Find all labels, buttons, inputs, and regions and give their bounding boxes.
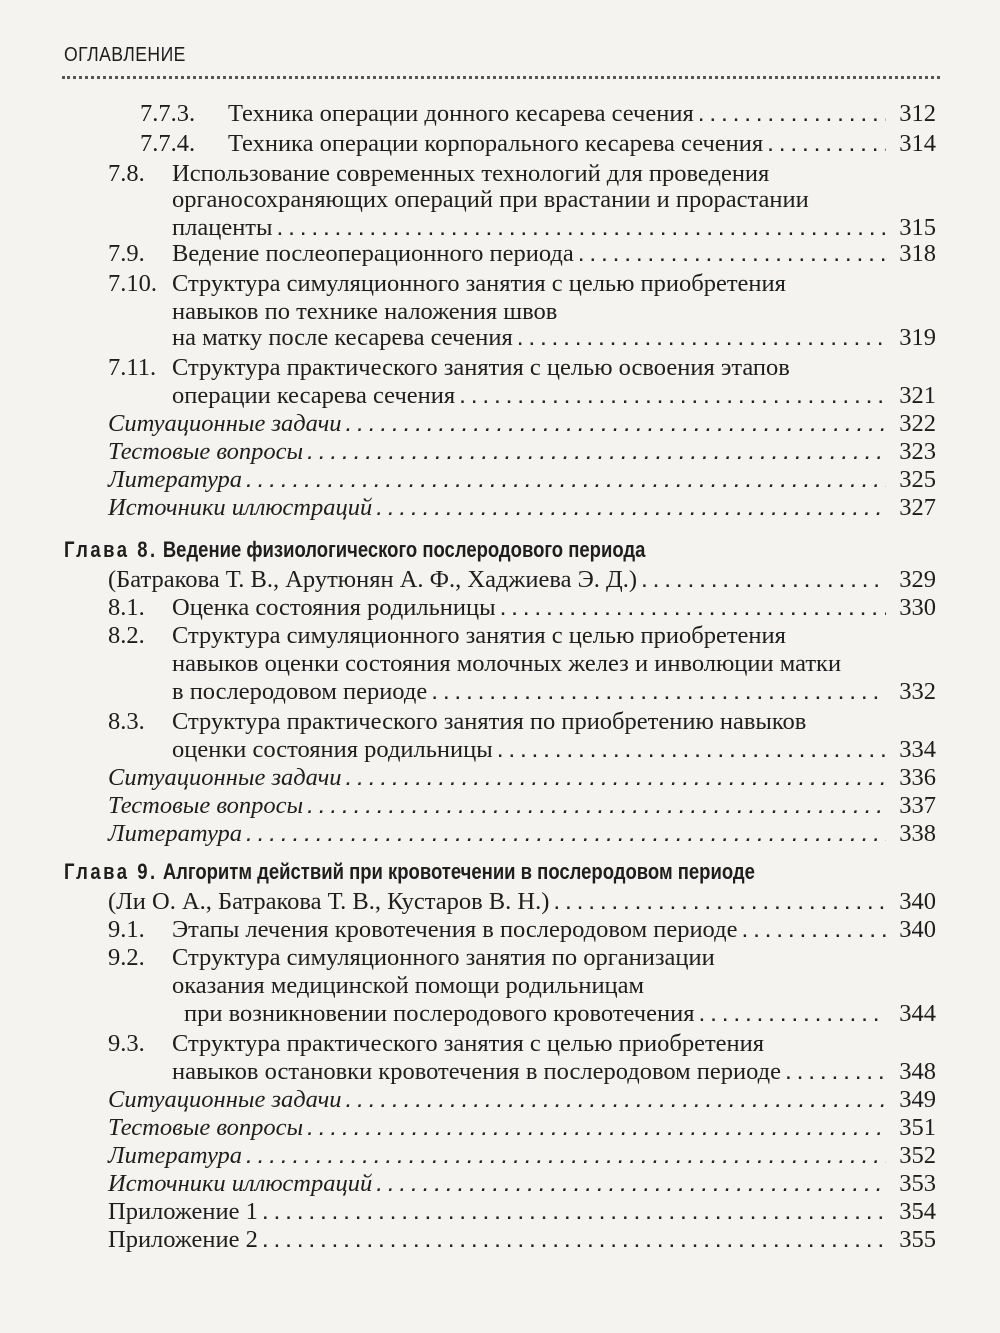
dot-leader (246, 1142, 886, 1170)
entry-title-line: Структура практического занятия по приобретению навыков (172, 708, 807, 735)
page-number: 351 (899, 1114, 936, 1141)
entry-title-line: Использование современных технологий для проведения (172, 160, 770, 187)
entry-title: в послеродовом периоде (172, 678, 428, 705)
section-number: 7.7.3. (140, 100, 196, 127)
entry-title-line: Структура симуляционного занятия по организации (172, 944, 715, 971)
toc-entry[interactable] (184, 1000, 936, 1028)
page-number: 330 (899, 594, 936, 621)
entry-title-line: Структура практического занятия с целью освоения этапов (172, 354, 790, 381)
page-number: 355 (899, 1226, 936, 1253)
dot-leader (641, 566, 886, 594)
dot-leader (578, 240, 886, 268)
entry-title: Источники иллюстраций (108, 1170, 373, 1197)
page-number: 327 (899, 494, 936, 521)
entry-title: Источники иллюстраций (108, 494, 373, 521)
entry-title-line: органосохраняющих операций при врастании и прорастании (172, 186, 809, 213)
page-number: 322 (899, 410, 936, 437)
entry-title-line: навыков оценки состояния молочных желез и инволюции матки (172, 650, 842, 677)
dot-leader (459, 382, 886, 410)
toc-entry[interactable] (172, 382, 936, 410)
page-number: 334 (899, 736, 936, 763)
dot-leader (767, 130, 886, 158)
dot-leader (346, 410, 886, 438)
toc-entry[interactable] (108, 1114, 936, 1142)
chapter-heading (64, 858, 755, 886)
page-number: 349 (899, 1086, 936, 1113)
toc-entry[interactable] (172, 214, 936, 242)
dot-leader (307, 438, 886, 466)
toc-entry[interactable] (172, 678, 936, 706)
toc-entry[interactable] (228, 130, 936, 158)
section-number: 9.3. (108, 1030, 145, 1057)
entry-title: Техника операции донного кесарева сечения (228, 100, 694, 127)
dot-leader (376, 494, 886, 522)
page-number: 323 (899, 438, 936, 465)
page-number: 312 (899, 100, 936, 127)
toc-entry[interactable] (172, 1058, 936, 1086)
chapter-title: Ведение физиологического послеродового периода (157, 537, 646, 562)
dot-leader (262, 1226, 886, 1254)
page-number: 348 (899, 1058, 936, 1085)
entry-title: при возникновении послеродового кровотечения (184, 1000, 695, 1027)
entry-title: Литература (108, 820, 243, 847)
entry-title-line: оказания медицинской помощи родильницам (172, 972, 645, 999)
toc-entry[interactable] (108, 410, 936, 438)
entry-title: Тестовые вопросы (108, 1114, 304, 1141)
toc-entry[interactable] (108, 494, 936, 522)
page-number: 318 (899, 240, 936, 267)
page-number: 354 (899, 1198, 936, 1225)
section-number: 7.9. (108, 240, 145, 267)
page-number: 336 (899, 764, 936, 791)
entry-title: Техника операции корпорального кесарева сечения (228, 130, 764, 157)
page-number: 337 (899, 792, 936, 819)
toc-entry[interactable] (172, 240, 936, 268)
page-number: 353 (899, 1170, 936, 1197)
entry-title: Литература (108, 466, 243, 493)
chapter-title: Алгоритм действий при кровотечении в послеродовом периоде (157, 859, 755, 884)
entry-title: плаценты (172, 214, 273, 241)
dot-leader (307, 792, 886, 820)
toc-entry[interactable] (108, 1226, 936, 1254)
page-number: 344 (899, 1000, 936, 1027)
dot-leader (698, 100, 886, 128)
header-title: ОГЛАВЛЕНИЕ (64, 44, 186, 66)
page-number: 340 (899, 916, 936, 943)
toc-entry[interactable] (108, 764, 936, 792)
entry-title-line: Структура симуляционного занятия с целью приобретения (172, 622, 786, 649)
toc-entry[interactable] (108, 1086, 936, 1114)
section-number: 8.2. (108, 622, 145, 649)
page-number: 338 (899, 820, 936, 847)
entry-title: Литература (108, 1142, 243, 1169)
toc-entry[interactable] (172, 916, 936, 944)
toc-entry[interactable] (172, 736, 936, 764)
toc-entry[interactable] (108, 438, 936, 466)
entry-title: на матку после кесарева сечения (172, 324, 513, 351)
section-number: 8.1. (108, 594, 145, 621)
section-number: 9.1. (108, 916, 145, 943)
page-number: 315 (899, 214, 936, 241)
dot-leader (346, 764, 886, 792)
dot-leader (741, 916, 886, 944)
entry-title: Ситуационные задачи (108, 410, 342, 437)
dot-leader (431, 678, 886, 706)
dot-leader (307, 1114, 886, 1142)
toc-entry[interactable] (108, 792, 936, 820)
entry-title: Тестовые вопросы (108, 438, 304, 465)
dot-leader (500, 594, 886, 622)
entry-title: Приложение 1 (108, 1198, 258, 1225)
entry-title: Ситуационные задачи (108, 764, 342, 791)
page-number: 340 (899, 888, 936, 915)
header-rule (62, 76, 940, 79)
page-number: 329 (899, 566, 936, 593)
section-number: 7.11. (108, 354, 157, 381)
dot-leader (276, 214, 886, 242)
entry-title: Ситуационные задачи (108, 1086, 342, 1113)
entry-title: Ведение послеоперационного периода (172, 240, 574, 267)
section-number: 7.10. (108, 270, 157, 297)
dot-leader (346, 1086, 886, 1114)
toc-entry[interactable] (108, 888, 936, 916)
chapter-heading (64, 536, 645, 564)
page-number: 325 (899, 466, 936, 493)
entry-title: Этапы лечения кровотечения в послеродовом периоде (172, 916, 738, 943)
section-number: 9.2. (108, 944, 145, 971)
entry-title-line: навыков по технике наложения швов (172, 298, 558, 325)
dot-leader (262, 1198, 886, 1226)
page-number: 352 (899, 1142, 936, 1169)
dot-leader (497, 736, 886, 764)
page-number: 314 (899, 130, 936, 157)
page-number: 321 (899, 382, 936, 409)
dot-leader (246, 820, 886, 848)
toc-entry[interactable] (108, 466, 936, 494)
toc-entry[interactable] (108, 1198, 936, 1226)
entry-title: оценки состояния родильницы (172, 736, 493, 763)
toc-entry[interactable] (172, 324, 936, 352)
entry-title-line: Структура симуляционного занятия с целью приобретения (172, 270, 786, 297)
dot-leader (246, 466, 886, 494)
entry-title-line: Структура практического занятия с целью приобретения (172, 1030, 765, 1057)
entry-title: Оценка состояния родильницы (172, 594, 496, 621)
page-number: 332 (899, 678, 936, 705)
entry-title: (Ли О. А., Батракова Т. В., Кустаров В. Н.) (108, 888, 550, 915)
entry-title: Приложение 2 (108, 1226, 258, 1253)
toc-entry[interactable] (108, 1170, 936, 1198)
chapter-label: Глава 9. (64, 859, 158, 884)
page-number: 319 (899, 324, 936, 351)
dot-leader (785, 1058, 886, 1086)
toc-entry[interactable] (228, 100, 936, 128)
toc-entry[interactable] (108, 1142, 936, 1170)
entry-title: (Батракова Т. В., Арутюнян А. Ф., Хаджиева Э. Д.) (108, 566, 638, 593)
section-number: 7.8. (108, 160, 145, 187)
dot-leader (553, 888, 886, 916)
dot-leader (698, 1000, 886, 1028)
section-number: 8.3. (108, 708, 145, 735)
section-number: 7.7.4. (140, 130, 196, 157)
toc-entry[interactable] (108, 820, 936, 848)
dot-leader (376, 1170, 886, 1198)
entry-title: операции кесарева сечения (172, 382, 456, 409)
toc-entry[interactable] (108, 566, 936, 594)
dot-leader (517, 324, 886, 352)
chapter-label: Глава 8. (64, 537, 158, 562)
entry-title: навыков остановки кровотечения в послеродовом периоде (172, 1058, 782, 1085)
toc-entry[interactable] (172, 594, 936, 622)
entry-title: Тестовые вопросы (108, 792, 304, 819)
